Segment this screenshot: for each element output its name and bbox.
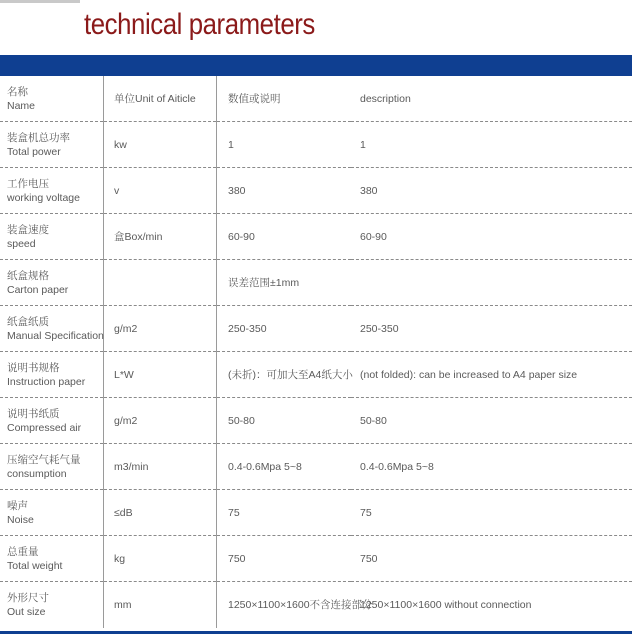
top-decor-line xyxy=(0,0,80,3)
page-title: technical parameters xyxy=(84,8,315,41)
param-name-zh: 压缩空气耗气量 xyxy=(7,453,81,466)
param-name-zh: 说明书规格 xyxy=(7,361,60,374)
param-name-cell xyxy=(0,214,104,260)
param-unit: 盒Box/min xyxy=(104,214,217,260)
param-value: 250-350 xyxy=(217,306,352,352)
param-name-cell xyxy=(0,168,104,214)
param-name-zh: 工作电压 xyxy=(7,177,49,190)
table-row xyxy=(0,306,632,352)
param-value: 0.4-0.6Mpa 5~8 xyxy=(217,444,352,490)
param-description: 1250×1100×1600 without connection xyxy=(360,599,532,611)
param-unit xyxy=(104,260,217,306)
param-name-cell xyxy=(0,444,104,490)
table-row xyxy=(0,536,632,582)
header-name-zh: 名称 xyxy=(7,85,28,98)
header-name-cell xyxy=(0,76,104,122)
param-value: 误差范围±1mm xyxy=(217,260,352,306)
header-value: 数值或说明 xyxy=(217,76,352,122)
header-band xyxy=(0,55,632,76)
param-name-en: Instruction paper xyxy=(7,375,86,388)
param-name-cell xyxy=(0,260,104,306)
table-header-row xyxy=(0,76,632,122)
param-name-en: Manual Specification xyxy=(7,329,104,342)
param-description: 380 xyxy=(351,168,632,214)
param-description xyxy=(351,260,632,306)
param-name-en: Total power xyxy=(7,145,61,158)
param-name-cell xyxy=(0,122,104,168)
table-row xyxy=(0,582,632,629)
param-unit: L*W xyxy=(104,352,217,398)
param-value: 75 xyxy=(217,490,352,536)
param-description: 1 xyxy=(351,122,632,168)
param-name-en: consumption xyxy=(7,467,67,480)
param-value: 380 xyxy=(217,168,352,214)
param-unit: m3/min xyxy=(104,444,217,490)
table-row xyxy=(0,168,632,214)
param-unit: kg xyxy=(104,536,217,582)
param-description: 60-90 xyxy=(351,214,632,260)
param-name-zh: 装盒机总功率 xyxy=(7,131,70,144)
param-unit: ≤dB xyxy=(104,490,217,536)
header-name-en: Name xyxy=(7,99,36,112)
param-value: (未折)：可加大至A4纸大小 xyxy=(217,352,352,398)
param-name-zh: 纸盒纸质 xyxy=(7,315,49,328)
table-row xyxy=(0,444,632,490)
param-name-en: Noise xyxy=(7,513,34,526)
footer-band xyxy=(0,631,632,634)
param-unit: v xyxy=(104,168,217,214)
parameters-table-container xyxy=(0,76,632,628)
param-name-cell xyxy=(0,582,104,629)
param-name-cell xyxy=(0,536,104,582)
param-name-en: Carton paper xyxy=(7,283,69,296)
parameters-table xyxy=(0,76,632,628)
table-row xyxy=(0,398,632,444)
param-name-en: speed xyxy=(7,237,36,250)
param-value: 60-90 xyxy=(217,214,352,260)
param-unit: g/m2 xyxy=(104,306,217,352)
param-name-zh: 噪声 xyxy=(7,499,28,512)
param-name-cell xyxy=(0,306,104,352)
param-name-zh: 总重量 xyxy=(7,545,39,558)
param-description: 750 xyxy=(351,536,632,582)
param-value: 1250×1100×1600不含连接部分 xyxy=(228,599,373,611)
param-name-cell xyxy=(0,352,104,398)
param-unit: mm xyxy=(104,582,217,629)
param-value: 1 xyxy=(217,122,352,168)
param-description: 75 xyxy=(351,490,632,536)
param-name-en: Total weight xyxy=(7,559,63,572)
table-row xyxy=(0,122,632,168)
param-name-zh: 外形尺寸 xyxy=(7,592,49,604)
param-name-cell xyxy=(0,398,104,444)
param-description: (not folded): can be increased to A4 paper size xyxy=(351,352,632,398)
param-description: 50-80 xyxy=(351,398,632,444)
param-name-zh: 装盒速度 xyxy=(7,223,49,236)
param-value: 750 xyxy=(217,536,352,582)
param-value: 50-80 xyxy=(217,398,352,444)
param-unit: kw xyxy=(104,122,217,168)
param-name-en: Compressed air xyxy=(7,421,82,434)
param-name-zh: 纸盒规格 xyxy=(7,269,49,282)
table-row xyxy=(0,490,632,536)
param-description: 0.4-0.6Mpa 5~8 xyxy=(351,444,632,490)
header-unit: 单位Unit of Aiticle xyxy=(104,76,217,122)
param-name-cell xyxy=(0,490,104,536)
header-description: description xyxy=(351,76,632,122)
table-row xyxy=(0,214,632,260)
param-name-en: Out size xyxy=(7,606,46,618)
param-name-zh: 说明书纸质 xyxy=(7,407,60,420)
param-description: 250-350 xyxy=(351,306,632,352)
table-row xyxy=(0,260,632,306)
param-unit: g/m2 xyxy=(104,398,217,444)
table-row xyxy=(0,352,632,398)
param-name-en: working voltage xyxy=(7,191,80,204)
